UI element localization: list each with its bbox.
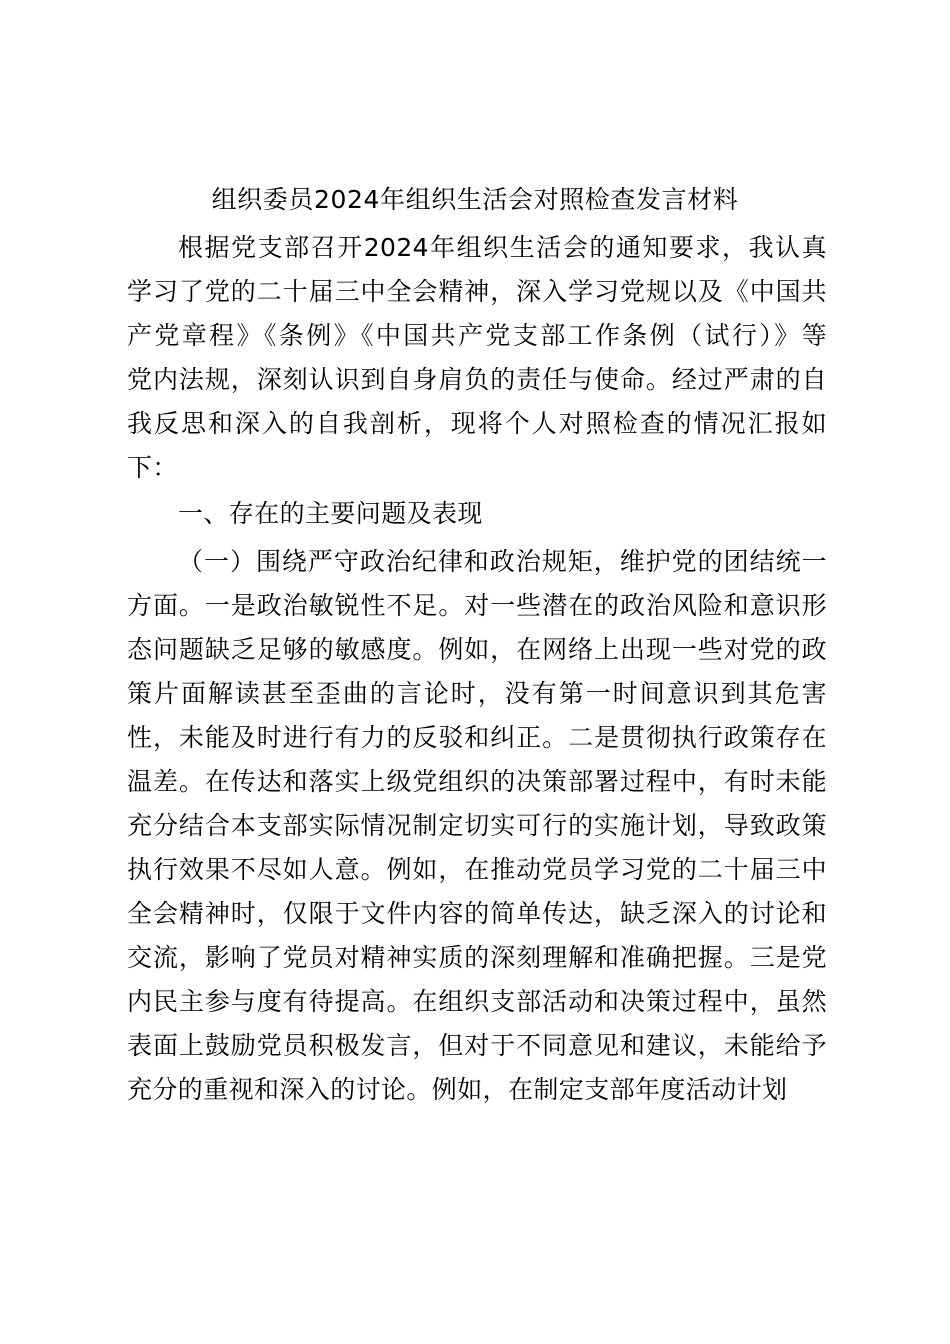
paragraph-line: 充分结合本支部实际情况制定切实可行的实施计划，导致政策 — [127, 811, 827, 840]
paragraph-line: 表面上鼓励党员积极发言，但对于不同意见和建议，未能给予 — [127, 1031, 827, 1060]
section-heading: 一、存在的主要问题及表现 — [178, 499, 483, 528]
paragraph-line: 学习了党的二十届三中全会精神，深入学习党规以及《中国共 — [127, 277, 827, 306]
paragraph-line: 交流，影响了党员对精神实质的深刻理解和准确把握。三是党 — [127, 943, 827, 972]
paragraph-line: 全会精神时，仅限于文件内容的简单传达，缺乏深入的讨论和 — [127, 899, 827, 928]
paragraph-line: 执行效果不尽如人意。例如，在推动党员学习党的二十届三中 — [127, 855, 827, 884]
paragraph-line: 内民主参与度有待提高。在组织支部活动和决策过程中，虽然 — [127, 987, 827, 1016]
paragraph-line: 我反思和深入的自我剖析，现将个人对照检查的情况汇报如 — [127, 409, 827, 438]
paragraph-line: 温差。在传达和落实上级党组织的决策部署过程中，有时未能 — [127, 767, 827, 796]
paragraph-line: 根据党支部召开2024年组织生活会的通知要求，我认真 — [178, 233, 827, 262]
paragraph-line: 策片面解读甚至歪曲的言论时，没有第一时间意识到其危害 — [127, 679, 827, 708]
paragraph-line: 党内法规，深刻认识到自身肩负的责任与使命。经过严肃的自 — [127, 365, 827, 394]
paragraph-line: 充分的重视和深入的讨论。例如，在制定支部年度活动计划 — [127, 1075, 788, 1104]
paragraph-line: 性，未能及时进行有力的反驳和纠正。二是贯彻执行政策存在 — [127, 723, 827, 752]
paragraph-line: 下： — [127, 453, 178, 482]
paragraph-line: 产党章程》《条例》《中国共产党支部工作条例（试行）》等 — [127, 321, 827, 350]
paragraph-line: 方面。一是政治敏锐性不足。对一些潜在的政治风险和意识形 — [127, 591, 827, 620]
paragraph-line: 态问题缺乏足够的敏感度。例如，在网络上出现一些对党的政 — [127, 635, 827, 664]
paragraph-line: （一）围绕严守政治纪律和政治规矩，维护党的团结统一 — [178, 547, 827, 576]
document-title: 组织委员2024年组织生活会对照检查发言材料 — [211, 185, 739, 214]
